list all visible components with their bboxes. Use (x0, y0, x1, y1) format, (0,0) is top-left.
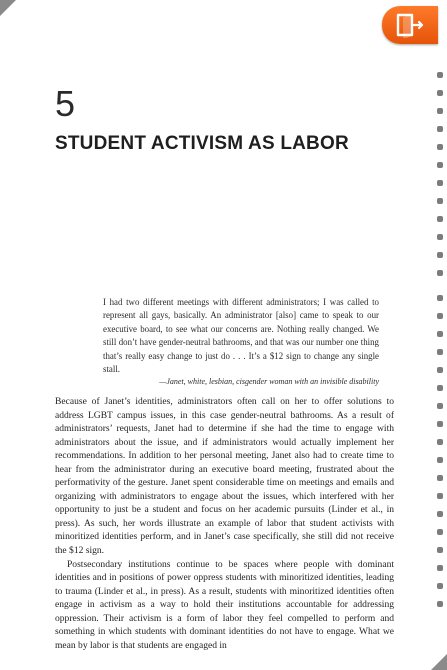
page-corner-bottom-right (431, 654, 447, 670)
chapter-number: 5 (55, 83, 76, 124)
epigraph (95, 296, 379, 388)
chapter-title: STUDENT ACTIVISM AS LABOR (55, 133, 349, 154)
body-paragraph-2: Postsecondary institutions continue to be spaces where people with dominant identities and in positions of power oppress students with minoritized identities, leading to trauma (Linder et al., in press). As a result, students with minoritized identities often engage in activism as a way to hold their institutions accountable for addressing oppression. Their activism is a form of labor they feel compelled to perform and something in which students with dominant identities do not have to engage. What we mean by labor is that students are engaged in (55, 558, 394, 651)
epigraph-quote: I had two different meetings with different administrators; I was called to represent all gays, basically. An administrator [also] came to speak to our executive board, to see what our concerns are. Nothing really changed. We still don’t have gender-neutral bathrooms, and that was our number one thing that’s really easy change to just do . . . It’s a $12 sign to change any single stall. (103, 297, 379, 375)
page-edge-strip (433, 70, 443, 630)
page-corner-top-left (0, 0, 16, 16)
body-text (55, 395, 394, 652)
body-paragraph-1: Because of Janet’s identities, administrators often call on her to offer solutions to address LGBT campus issues, in this case gender-neutral bathrooms. As a result of administrators’ requests, Janet had to determine if she had the time to engage with administrators about the issue, and if administrators would actually implement her recommendations. In addition to her personal meeting, Janet also had to create time to hear from the administrator during an executive board meeting, frustrated about the performativity of the gesture. Janet spent considerable time on meetings and emails and organizing with administrators to engage about the issues, which interfered with her opportunity to just be a student and focus on her academic pursuits (Linder et al., in press). As such, her words illustrate an example of labor that student activists with minoritized identities perform, and in Janet’s case specifically, she still did not receive the $12 sign. (55, 396, 394, 557)
book-reader-icon (392, 12, 426, 38)
epigraph-attribution: —Janet, white, lesbian, cisgender woman with an invisible disability (159, 377, 379, 387)
reader-mode-button[interactable] (382, 6, 438, 44)
